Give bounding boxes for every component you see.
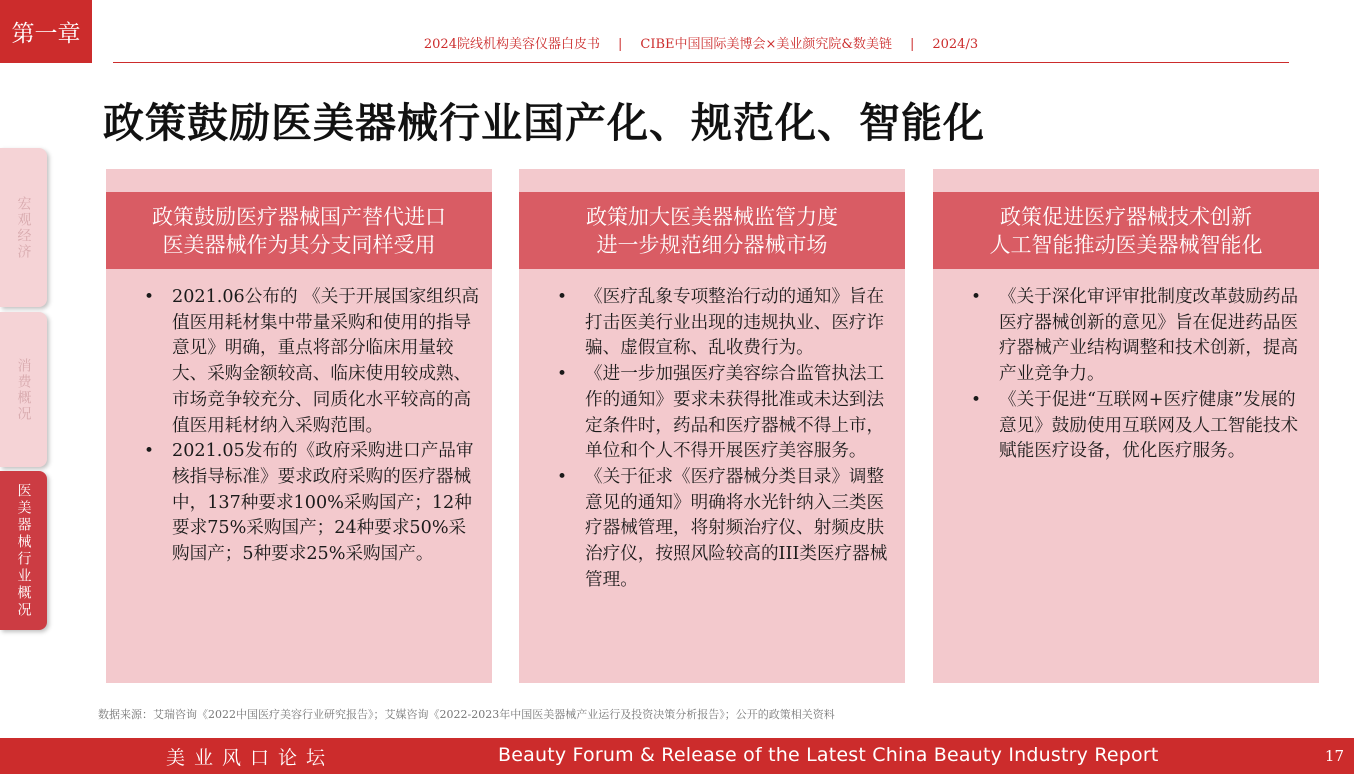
list-item: • 《关于促进“互联网+医疗健康”发展的意见》鼓励使用互联网及人工智能技术赋能医疗设备，优化医疗服务。	[971, 388, 1307, 465]
card-heading-line: 政策促进医疗器械技术创新	[1000, 204, 1252, 229]
card-heading-line: 政策加大医美器械监管力度	[586, 204, 838, 229]
list-item: • 2021.05发布的《政府采购进口产品审核指导标准》要求政府采购的医疗器械中，137种要求100%采购国产；12种要求75%采购国产；24种要求50%采购国产；5种要求25%采购国产。	[144, 439, 480, 568]
side-tab-label: 消费概况	[15, 357, 32, 422]
list-item: • 2021.06公布的 《关于开展国家组织高值医用耗材集中带量采购和使用的指导意见》明确，重点将部分临床用量较大、采购金额较高、临床使用较成熟、市场竞争较充分、同质化水平较高的高值医用耗材纳入采购范围。	[144, 285, 480, 439]
card-heading-line: 政策鼓励医疗器械国产替代进口	[152, 204, 446, 229]
page-number: 17	[1324, 747, 1344, 765]
card-bullet-list	[971, 285, 1307, 465]
footer-bar	[0, 738, 1354, 774]
card-heading-line: 进一步规范细分器械市场	[596, 232, 828, 257]
footer-forum-tagline: Beauty Forum & Release of the Latest China Beauty Industry Report	[498, 744, 1159, 766]
card-heading-line: 医美器械作为其分支同样受用	[162, 232, 436, 257]
card-bullet-list	[144, 285, 480, 568]
header-line	[113, 33, 1289, 52]
list-item: • 《进一步加强医疗美容综合监管执法工作的通知》要求未获得批准或未达到法定条件时，药品和医疗器械不得上市，单位和个人不得开展医疗美容服务。	[557, 362, 893, 465]
header-separator: |	[617, 37, 623, 52]
policy-card-innovation	[933, 169, 1319, 683]
header-org: CIBE中国国际美博会×美业颜究院&数美链	[640, 37, 892, 52]
side-tab-medical-device[interactable]	[0, 471, 47, 630]
policy-card-localization	[106, 169, 492, 683]
side-tab-label: 宏观经济	[15, 195, 32, 260]
side-tab-consumption[interactable]	[0, 312, 47, 467]
card-heading	[106, 192, 492, 269]
header-date: 2024/3	[932, 37, 979, 52]
list-item: • 《关于深化审评审批制度改革鼓励药品医疗器械创新的意见》旨在促进药品医疗器械产业结构调整和技术创新，提高产业竞争力。	[971, 285, 1307, 388]
side-tab-label: 医美器械行业概况	[15, 482, 32, 619]
footer-forum-name: 美业风口论坛	[166, 747, 335, 769]
policy-card-regulation	[519, 169, 905, 683]
header-divider	[113, 62, 1289, 63]
list-item: • 《关于征求《医疗器械分类目录》调整意见的通知》明确将水光针纳入三类医疗器械管理，将射频治疗仪、射频皮肤治疗仪，按照风险较高的III类医疗器械管理。	[557, 465, 893, 594]
chapter-tag: 第一章	[0, 0, 92, 63]
card-heading	[933, 192, 1319, 269]
header-separator: |	[909, 37, 915, 52]
page-title: 政策鼓励医美器械行业国产化、规范化、智能化	[103, 99, 985, 147]
side-tab-macro-economy[interactable]	[0, 148, 47, 307]
card-heading	[519, 192, 905, 269]
header-report: 2024院线机构美容仪器白皮书	[423, 37, 600, 52]
list-item: • 《医疗乱象专项整治行动的通知》旨在打击医美行业出现的违规执业、医疗诈骗、虚假宣称、乱收费行为。	[557, 285, 893, 362]
source-note: 数据来源：艾瑞咨询《2022中国医疗美容行业研究报告》；艾媒咨询《2022-2023年中国医美器械产业运行及投资决策分析报告》；公开的政策相关资料	[98, 708, 835, 721]
card-bullet-list	[557, 285, 893, 593]
card-heading-line: 人工智能推动医美器械智能化	[989, 232, 1263, 257]
